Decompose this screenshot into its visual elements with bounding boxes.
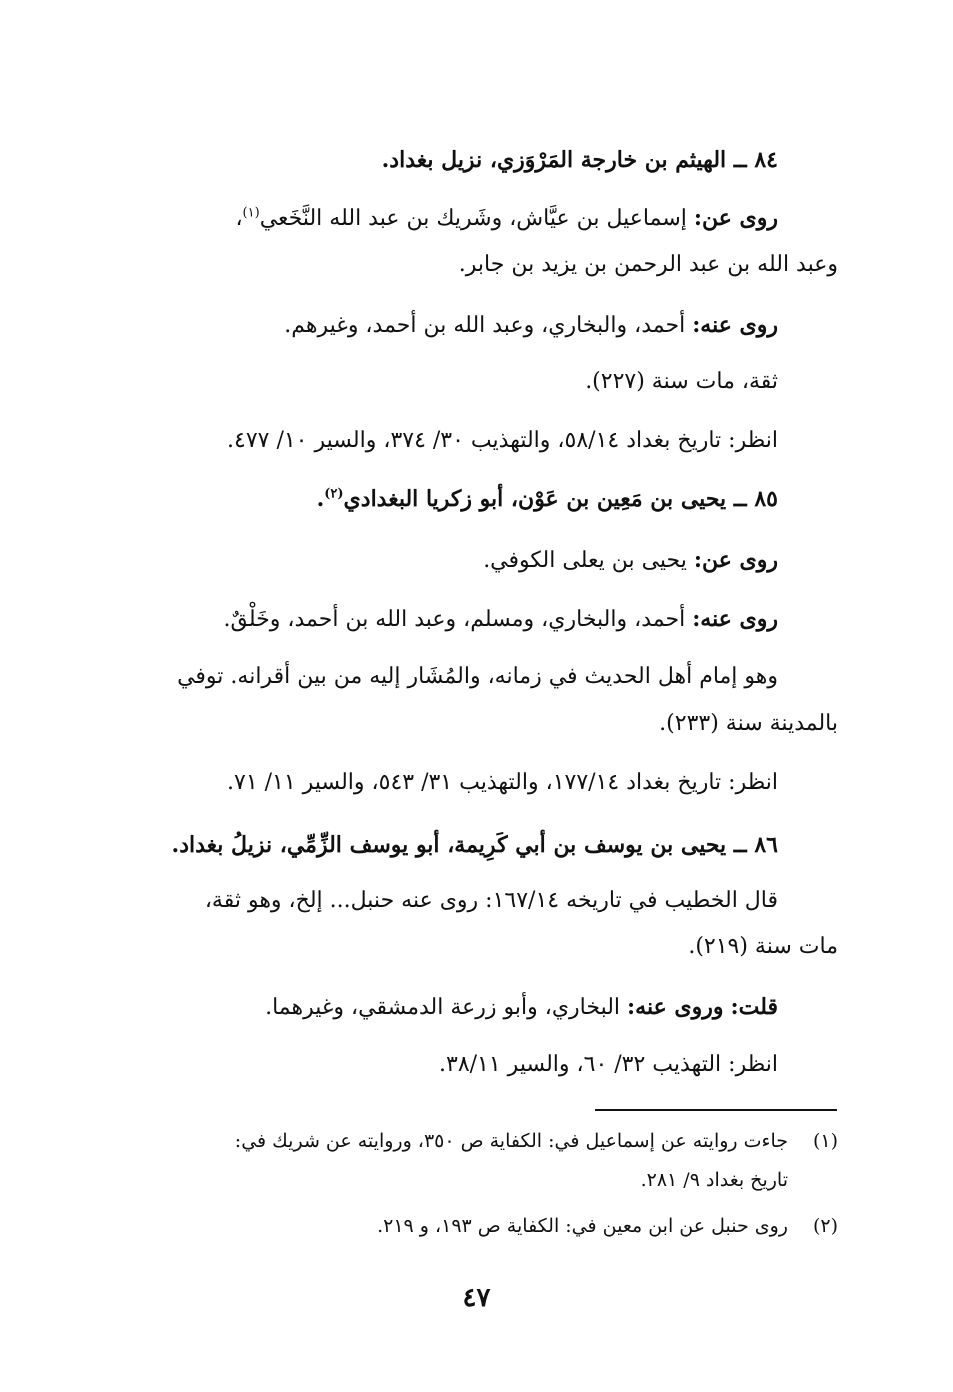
entry-86-quote-line2: مات سنة (٢١٩). (688, 934, 838, 959)
entry-85-narrated-from (483, 545, 778, 576)
narrated-by-text: أحمد، والبخاري، وعبد الله بن أحمد، وغيرهم. (284, 313, 686, 338)
narrated-from-text: يحيى بن يعلى الكوفي. (483, 548, 687, 573)
entry-84-narrated-from (235, 203, 778, 234)
entry-85-bio-line2: بالمدينة سنة (٢٣٣). (659, 711, 838, 736)
note-sub-label: وروى عنه: (627, 994, 724, 1020)
entry-85-narrated-by (224, 604, 778, 635)
entry-85-bio-line1: وهو إمام أهل الحديث في زمانه، والمُشَار إليه من بين أقرانه. توفي (177, 664, 778, 689)
entry-86-quote-line1: قال الخطيب في تاريخه ١٦٧/١٤: روى عنه حنبل... إلخ، وهو ثقة، (204, 888, 778, 913)
note-text: البخاري، وأبو زرعة الدمشقي، وغيرهما. (265, 995, 621, 1020)
entry-85-see: انظر: تاريخ بغداد ١٧٧/١٤، والتهذيب ٣١/ ٥٤٣، والسير ١١/ ٧١. (227, 770, 778, 795)
footnote-1-line1: جاءت روايته عن إسماعيل في: الكفاية ص ٣٥٠، وروايته عن شريك في: (234, 1130, 788, 1152)
note-label: قلت: (730, 994, 778, 1020)
entry-84-grade: ثقة، مات سنة (٢٢٧). (585, 369, 778, 394)
footnote-1-number: (١) (812, 1130, 838, 1152)
narrated-from-text: إسماعيل بن عيَّاش، وشَريك بن عبد الله النَّخَعي (259, 206, 687, 231)
entry-86-see: انظر: التهذيب ٣٢/ ٦٠، والسير ٣٨/١١. (439, 1052, 778, 1077)
entry-85-heading (317, 484, 778, 514)
footnote-2-line1: روى حنبل عن ابن معين في: الكفاية ص ١٩٣، و ٢١٩. (377, 1215, 788, 1237)
heading-text: ٨٥ ــ يحيى بن مَعِين بن عَوْن، أبو زكريا البغدادي (343, 486, 778, 512)
narrated-by-label: روى عنه: (692, 312, 778, 338)
entry-86-heading: ٨٦ ــ يحيى بن يوسف بن أبي كَرِيمة، أبو يوسف الزِّمِّي، نزيلُ بغداد. (171, 832, 778, 858)
entry-84-narrated-from-cont: وعبد الله بن عبد الرحمن بن يزيد بن جابر. (458, 252, 838, 277)
narrated-by-label: روى عنه: (692, 606, 778, 632)
footnote-ref-1[interactable]: (١) (242, 205, 260, 221)
footnote-2-number: (٢) (812, 1215, 838, 1237)
punctuation: ، (235, 206, 243, 231)
narrated-from-label: روى عن: (693, 205, 778, 231)
entry-84-see: انظر: تاريخ بغداد ٥٨/١٤، والتهذيب ٣٠/ ٣٧٤، والسير ١٠/ ٤٧٧. (227, 428, 778, 453)
footnote-separator (595, 1109, 837, 1111)
punctuation: . (316, 486, 325, 512)
page-number: ٤٧ (462, 1283, 491, 1313)
footnote-ref-2[interactable]: (٢) (324, 486, 344, 502)
footnote-1-line2: تاريخ بغداد ٩/ ٢٨١. (640, 1169, 788, 1191)
narrated-from-label: روى عن: (693, 547, 778, 573)
entry-84-narrated-by (284, 310, 778, 341)
narrated-by-text: أحمد، والبخاري، ومسلم، وعبد الله بن أحمد، وخَلْقٌ. (223, 607, 686, 632)
entry-84-heading: ٨٤ ــ الهيثم بن خارجة المَرْوَزي، نزيل بغداد. (381, 147, 778, 173)
entry-86-note (265, 992, 778, 1023)
